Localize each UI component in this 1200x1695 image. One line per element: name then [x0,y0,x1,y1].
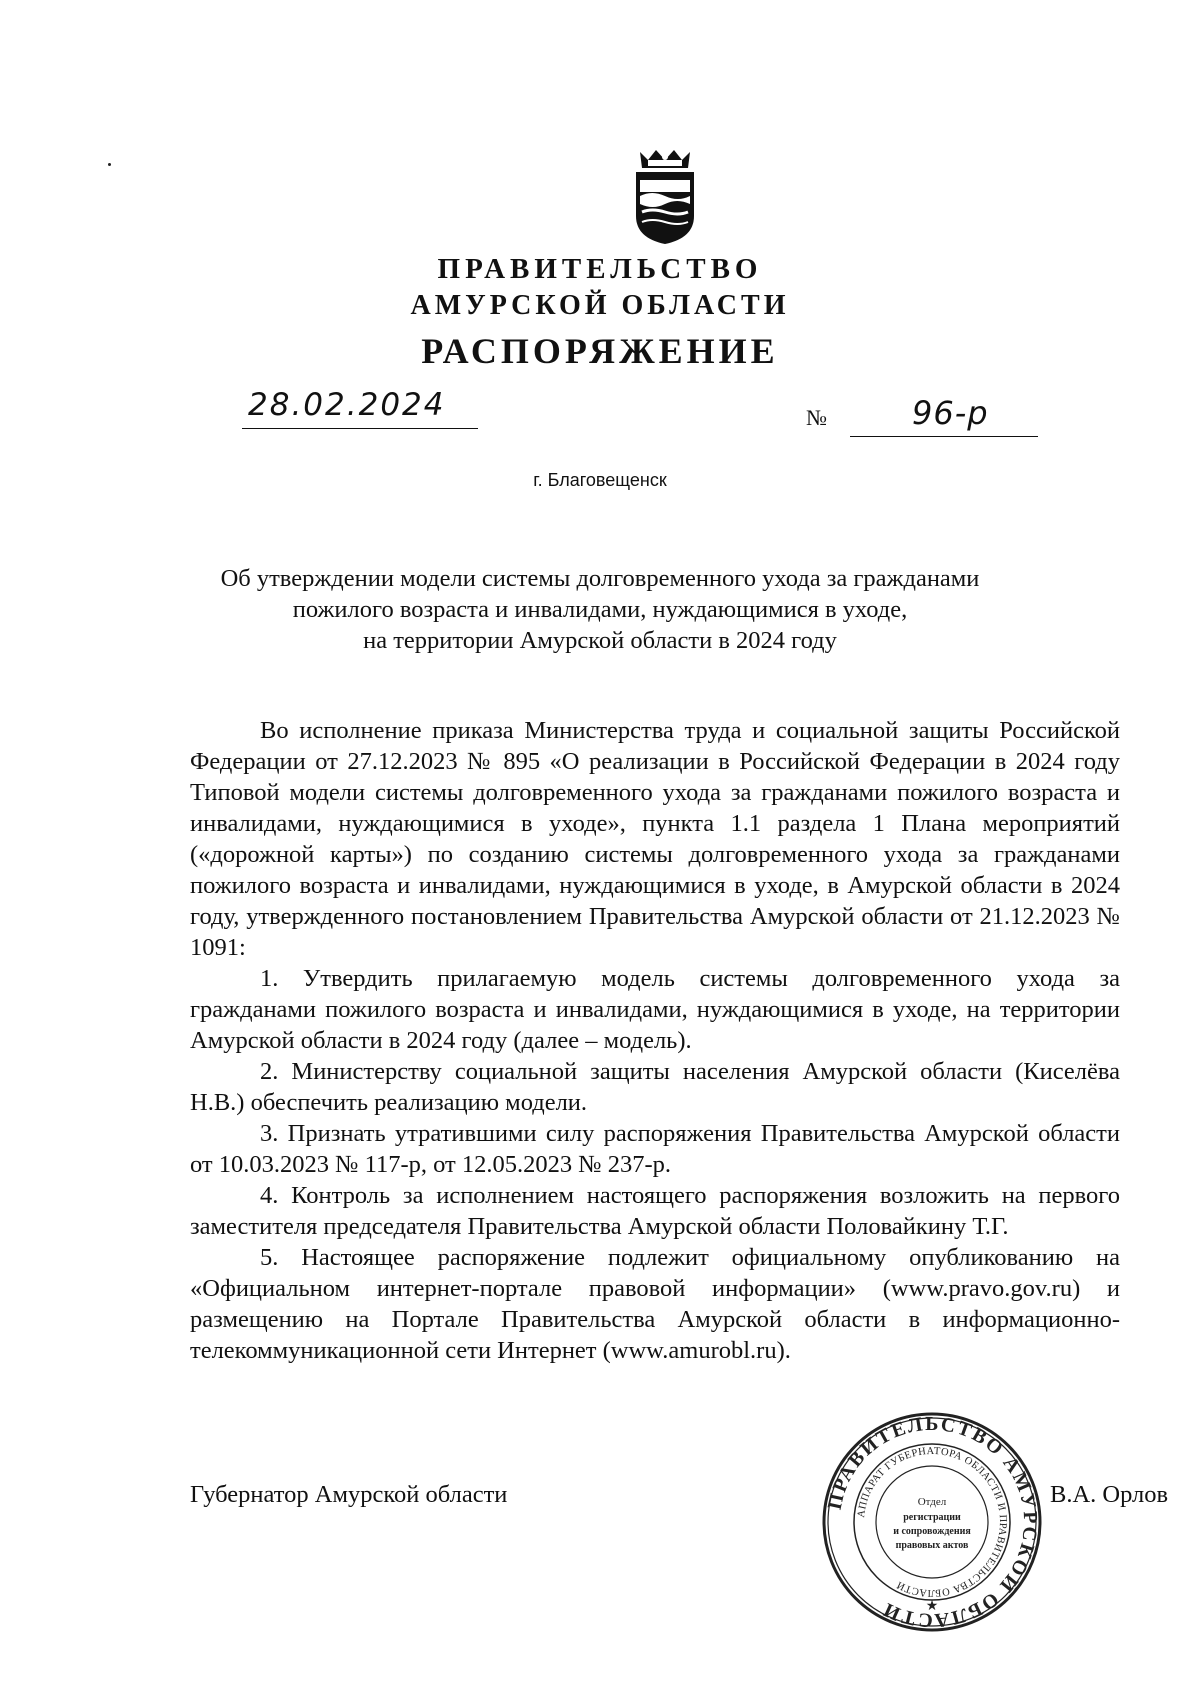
document-body [190,715,1120,1366]
scan-speck [108,163,111,166]
clause-1: 1. Утвердить прилагаемую модель системы долговременного ухода за гражданами пожилого возраста и инвалидами, нуждающимися в уходе, на территории Амурской области в 2024 году (далее – модель). [190,965,1120,1054]
clause-3: 3. Признать утратившими силу распоряжения Правительства Амурской области от 10.03.2023 № 117-р, от 12.05.2023 № 237-р. [190,1120,1120,1178]
document-type-title: РАСПОРЯЖЕНИЕ [421,331,779,371]
stamp-middle-text: АППАРАТ ГУБЕРНАТОРА ОБЛАСТИ И ПРАВИТЕЛЬСТВА ОБЛАСТИ [856,1445,1009,1599]
coat-of-arms-emblem [630,146,700,246]
title-line: на территории Амурской области в 2024 году [363,627,837,654]
date-underline [242,428,478,429]
header-line-1: ПРАВИТЕЛЬСТВО [437,253,763,285]
clause-4: 4. Контроль за исполнением настоящего распоряжения возложить на первого заместителя председателя Правительства Амурской области Половайкину Т.Г. [190,1182,1120,1240]
handwritten-date: 28.02.2024 [248,387,446,423]
city-label: г. Благовещенск [533,470,667,490]
title-line: Об утверждении модели системы долговременного ухода за гражданами [220,565,980,592]
clause-5: 5. Настоящее распоряжение подлежит официальному опубликованию на «Официальном интернет-портале правовой информации» (www.pravo.gov.ru) и размещению на Портале Правительства Амурской области в информационно-телекоммуникационной сети Интернет (www.amurobl.ru). [190,1244,1120,1364]
stamp-center-line: и сопровождения [893,1526,971,1537]
number-sign: № [806,405,827,430]
title-line: пожилого возраста и инвалидами, нуждающимися в уходе, [292,596,908,623]
signer-name: В.А. Орлов [1050,1481,1169,1508]
official-stamp [820,1410,1044,1634]
stamp-center-line: регистрации [903,1512,961,1523]
handwritten-number: 96-р [912,394,989,432]
signer-position: Губернатор Амурской области [190,1481,508,1508]
header-line-2: АМУРСКОЙ ОБЛАСТИ [410,290,790,321]
svg-text:★: ★ [925,1599,939,1614]
stamp-center-line: правовых актов [895,1540,969,1551]
stamp-outer-text: ПРАВИТЕЛЬСТВО АМУРСКОЙ ОБЛАСТИ [823,1412,1042,1632]
preamble-paragraph: Во исполнение приказа Министерства труда и социальной защиты Российской Федерации от 27.12.2023 № 895 «О реализации в Российской Федерации в 2024 году Типовой модели системы долговременного ухода за гражданами пожилого возраста и инвалидами, нуждающимися в уходе», пункта 1.1 раздела 1 Плана мероприятий («дорожной карты») по созданию системы долговременного ухода за гражданами пожилого возраста и инвалидами, нуждающимися в уходе, в Амурской области в 2024 году, утвержденного постановлением Правительства Амурской области от 21.12.2023 № 1091: [190,717,1120,961]
clause-2: 2. Министерству социальной защиты населения Амурской области (Киселёва Н.В.) обеспечить реализацию модели. [190,1058,1120,1116]
document-title [150,563,1050,656]
number-underline [850,436,1038,437]
stamp-center-line: Отдел [917,1496,947,1508]
